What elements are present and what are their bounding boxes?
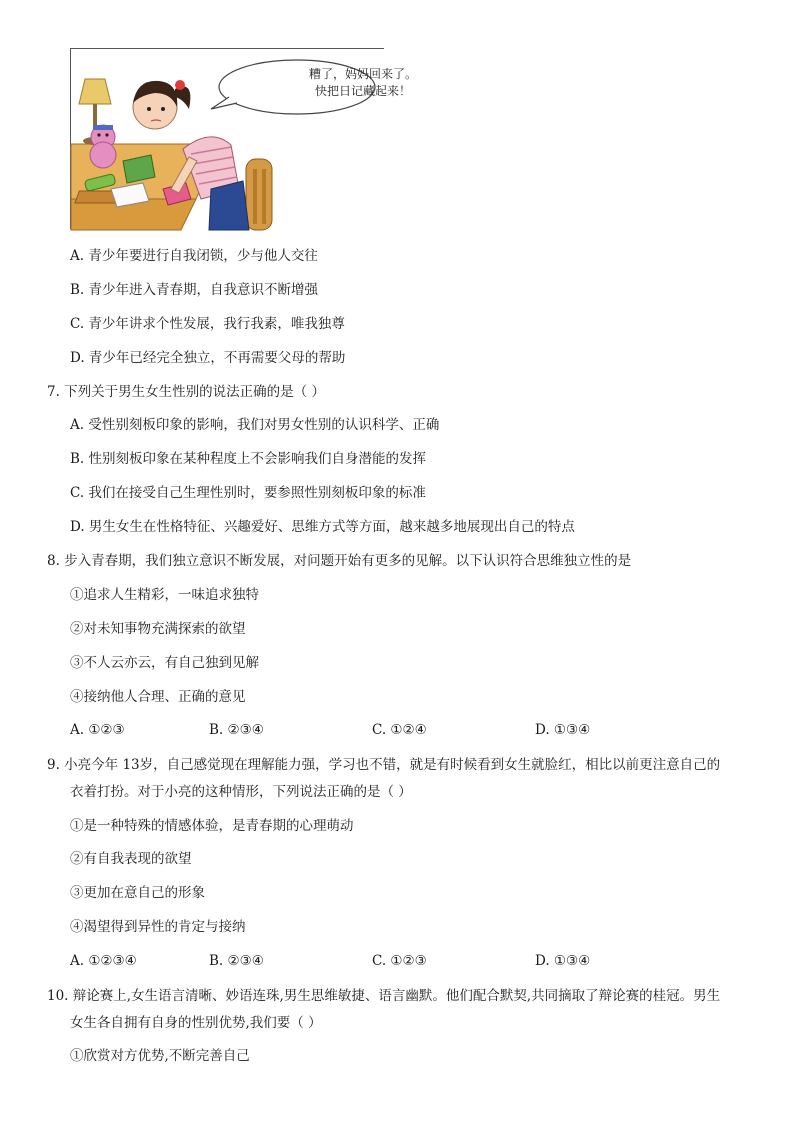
- q9-item-4: ④渴望得到异性的肯定与接纳: [70, 919, 246, 935]
- q9-choice-c: C. ①②③: [372, 953, 427, 969]
- q8-item-2: ②对未知事物充满探索的欲望: [70, 621, 246, 637]
- q8-stem: 8. 步入青春期，我们独立意识不断发展，对问题开始有更多的见解。以下认识符合思维独立性的是: [47, 553, 632, 569]
- q6-option-d: D. 青少年已经完全独立，不再需要父母的帮助: [70, 350, 346, 366]
- q6-option-a: A. 青少年要进行自我闭锁，少与他人交往: [70, 248, 318, 264]
- q6-option-c: C. 青少年讲求个性发展，我行我素，唯我独尊: [70, 316, 345, 332]
- speech-bubble-line: 快把日记藏起来！: [314, 84, 411, 98]
- question-illustration: [70, 48, 417, 229]
- q10-stem-line2: 女生各自拥有自身的性别优势,我们要（ ）: [70, 1015, 322, 1031]
- q7-option-a: A. 受性别刻板印象的影响，我们对男女性别的认识科学、正确: [70, 417, 440, 433]
- q9-item-2: ②有自我表现的欲望: [70, 851, 192, 867]
- q9-choice-d: D. ①③④: [535, 953, 591, 969]
- q8-choice-a: A. ①②③: [70, 722, 125, 738]
- q8-item-1: ①追求人生精彩，一味追求独特: [70, 587, 259, 603]
- q9-stem-line2: 衣着打扮。对于小亮的这种情形，下列说法正确的是（ ）: [70, 784, 412, 800]
- speech-bubble-text: [293, 66, 433, 100]
- q9-item-3: ③更加在意自己的形象: [70, 885, 205, 901]
- q8-item-3: ③不人云亦云，有自己独到见解: [70, 655, 259, 671]
- q7-option-b: B. 性别刻板印象在某种程度上不会影响我们自身潜能的发挥: [70, 451, 427, 467]
- q8-choice-b: B. ②③④: [209, 722, 264, 738]
- q7-option-d: D. 男生女生在性格特征、兴趣爱好、思维方式等方面，越来越多地展现出自己的特点: [70, 519, 575, 535]
- q9-choice-b: B. ②③④: [209, 953, 264, 969]
- q9-stem-line1: 9. 小亮今年 13岁，自己感觉现在理解能力强，学习也不错，就是有时候看到女生就脸红，相比以前更注意自己的: [47, 757, 721, 773]
- q9-item-1: ①是一种特殊的情感体验，是青春期的心理萌动: [70, 818, 354, 834]
- q7-option-c: C. 我们在接受自己生理性别时，要参照性别刻板印象的标准: [70, 485, 426, 501]
- q6-option-b: B. 青少年进入青春期，自我意识不断增强: [70, 282, 319, 298]
- q8-item-4: ④接纳他人合理、正确的意见: [70, 689, 246, 705]
- speech-bubble-line: 糟了，妈妈回来了。: [308, 67, 417, 81]
- q8-choice-d: D. ①③④: [535, 722, 591, 738]
- q9-choice-a: A. ①②③④: [70, 953, 137, 969]
- q8-choice-c: C. ①②④: [372, 722, 427, 738]
- q10-item-1: ①欣赏对方优势,不断完善自己: [70, 1048, 250, 1064]
- q10-stem-line1: 10. 辩论赛上,女生语言清晰、妙语连珠,男生思维敏捷、语言幽默。他们配合默契,共同摘取了辩论赛的桂冠。男生: [47, 988, 721, 1004]
- q7-stem: 7. 下列关于男生女生性别的说法正确的是（ ）: [47, 384, 325, 400]
